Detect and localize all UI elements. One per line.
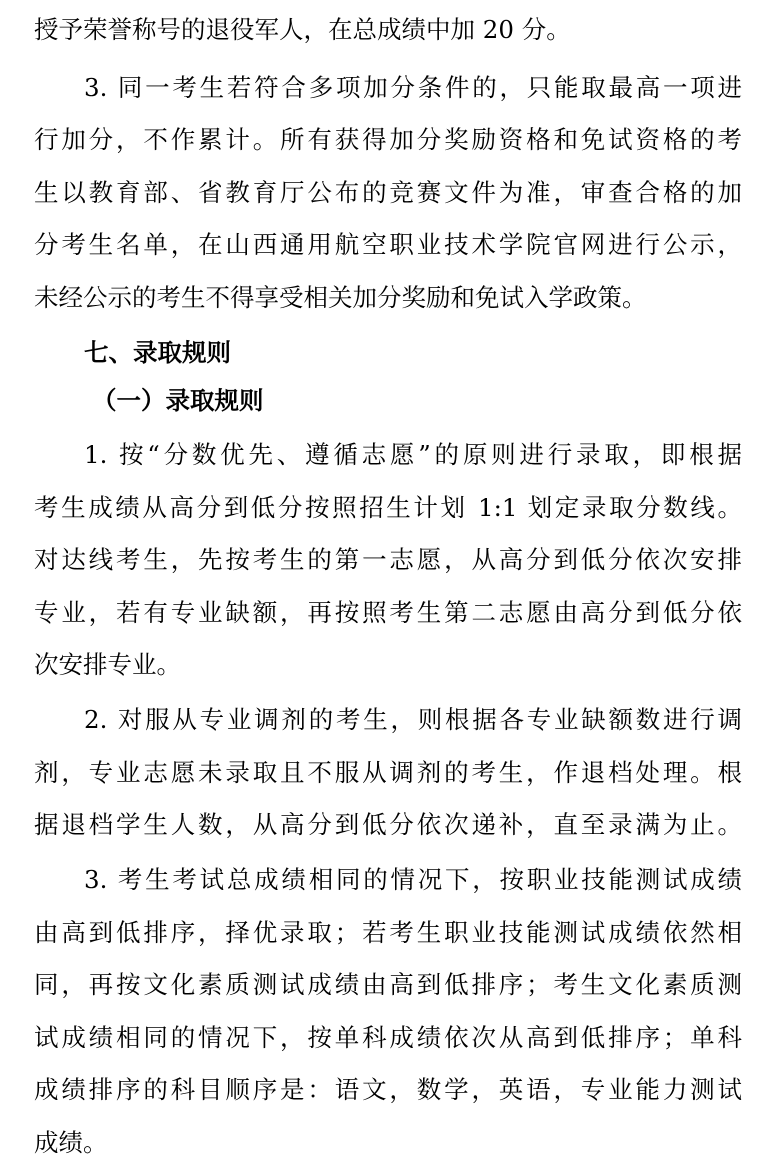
text-line: 据退档学生人数，从高分到低分依次递补，直至录满为止。 xyxy=(34,810,742,839)
text-line: 生以教育部、省教育厅公布的竞赛文件为准，审查合格的加 xyxy=(34,178,742,207)
text-line: 剂，专业志愿未录取且不服从调剂的考生，作退档处理。根 xyxy=(34,758,742,787)
text-line: 次安排专业。 xyxy=(34,650,181,679)
paragraph-1-line: 1. 按“分数优先、遵循志愿”的原则进行录取，即根据 xyxy=(84,440,742,469)
text-line: 同，再按文化素质测试成绩由高到低排序；考生文化素质测 xyxy=(34,970,742,999)
text-line: 由高到低排序，择优录取；若考生职业技能测试成绩依然相 xyxy=(34,918,742,947)
section-heading: 七、录取规则 xyxy=(84,338,231,367)
text-line: 行加分，不作累计。所有获得加分奖励资格和免试资格的考 xyxy=(34,125,742,154)
text-line: 成绩。 xyxy=(34,1128,108,1157)
subsection-heading: （一）录取规则 xyxy=(92,386,264,415)
paragraph-3b-line: 3. 考生考试总成绩相同的情况下，按职业技能测试成绩 xyxy=(84,865,742,894)
text-line: 未经公示的考生不得享受相关加分奖励和免试入学政策。 xyxy=(34,283,647,312)
paragraph-3-line: 3. 同一考生若符合多项加分条件的，只能取最高一项进 xyxy=(84,73,742,102)
text-line: 专业，若有专业缺额，再按照考生第二志愿由高分到低分依 xyxy=(34,598,742,627)
text-line: 授予荣誉称号的退役军人，在总成绩中加 20 分。 xyxy=(34,15,571,44)
text-line: 成绩排序的科目顺序是：语文，数学，英语，专业能力测试 xyxy=(34,1075,742,1104)
text-line: 试成绩相同的情况下，按单科成绩依次从高到低排序；单科 xyxy=(34,1023,742,1052)
paragraph-2-line: 2. 对服从专业调剂的考生，则根据各专业缺额数进行调 xyxy=(84,705,742,734)
text-line: 考生成绩从高分到低分按照招生计划 1:1 划定录取分数线。 xyxy=(34,493,742,522)
text-line: 分考生名单，在山西通用航空职业技术学院官网进行公示， xyxy=(34,230,742,259)
text-line: 对达线考生，先按考生的第一志愿，从高分到低分依次安排 xyxy=(34,545,742,574)
